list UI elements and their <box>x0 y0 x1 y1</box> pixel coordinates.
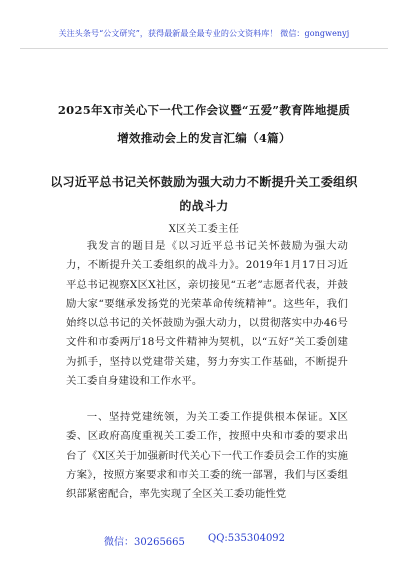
header-divider <box>20 48 388 49</box>
speech-title-line-2: 的战斗力 <box>179 199 229 213</box>
footer-wechat-id: 微信：30265665 <box>104 537 185 548</box>
header-banner: 关注头条号“公文研究”，获得最新最全最专业的公文资料库！ 微信：gongwenyj <box>58 29 350 38</box>
body-paragraph-2: 一、坚持党建统领，为关工委工作提供根本保证。X区委、区政府高度重视关工委工作，按照中央和市委的要求出台了《X区关于加强新时代关心下一代工作委员会工作的实施方案》，按照方案要求和市关工委的统一部署，我们与区委组织部紧密配合，率先实现了全区关工委功能性党 <box>66 411 348 501</box>
document-title-line-1: 2025年X市关心下一代工作会议暨“五爱”教育阵地提质 <box>57 103 351 117</box>
footer-qq-id: QQ:535304092 <box>208 533 286 544</box>
body-paragraph-1: 我发言的题目是《以习近平总书记关怀鼓励为强大动力，不断提升关工委组织的战斗力》。2019年1月17日习近平总书记视察X区X社区，亲切接见“五老”志愿者代表，并鼓励大家“要继承发扬党的光荣革命传统精神”。这些年，我们始终以总书记的关怀鼓励为强大动力，以贯彻落实中办46号文件和市委两厅18号文件精神为契机，以“五好”关工委创建为抓手，坚持以党建带关建，努力夯实工作基础，不断提升关工委自身建设和工作水平。 <box>66 240 348 388</box>
speech-title-line-1: 以习近平总书记关怀鼓励为强大动力不断提升关工委组织 <box>50 175 358 189</box>
speaker-byline: X区关工委主任 <box>168 224 240 235</box>
document-title-line-2: 增效推动会上的发言汇编（4篇） <box>117 131 291 145</box>
